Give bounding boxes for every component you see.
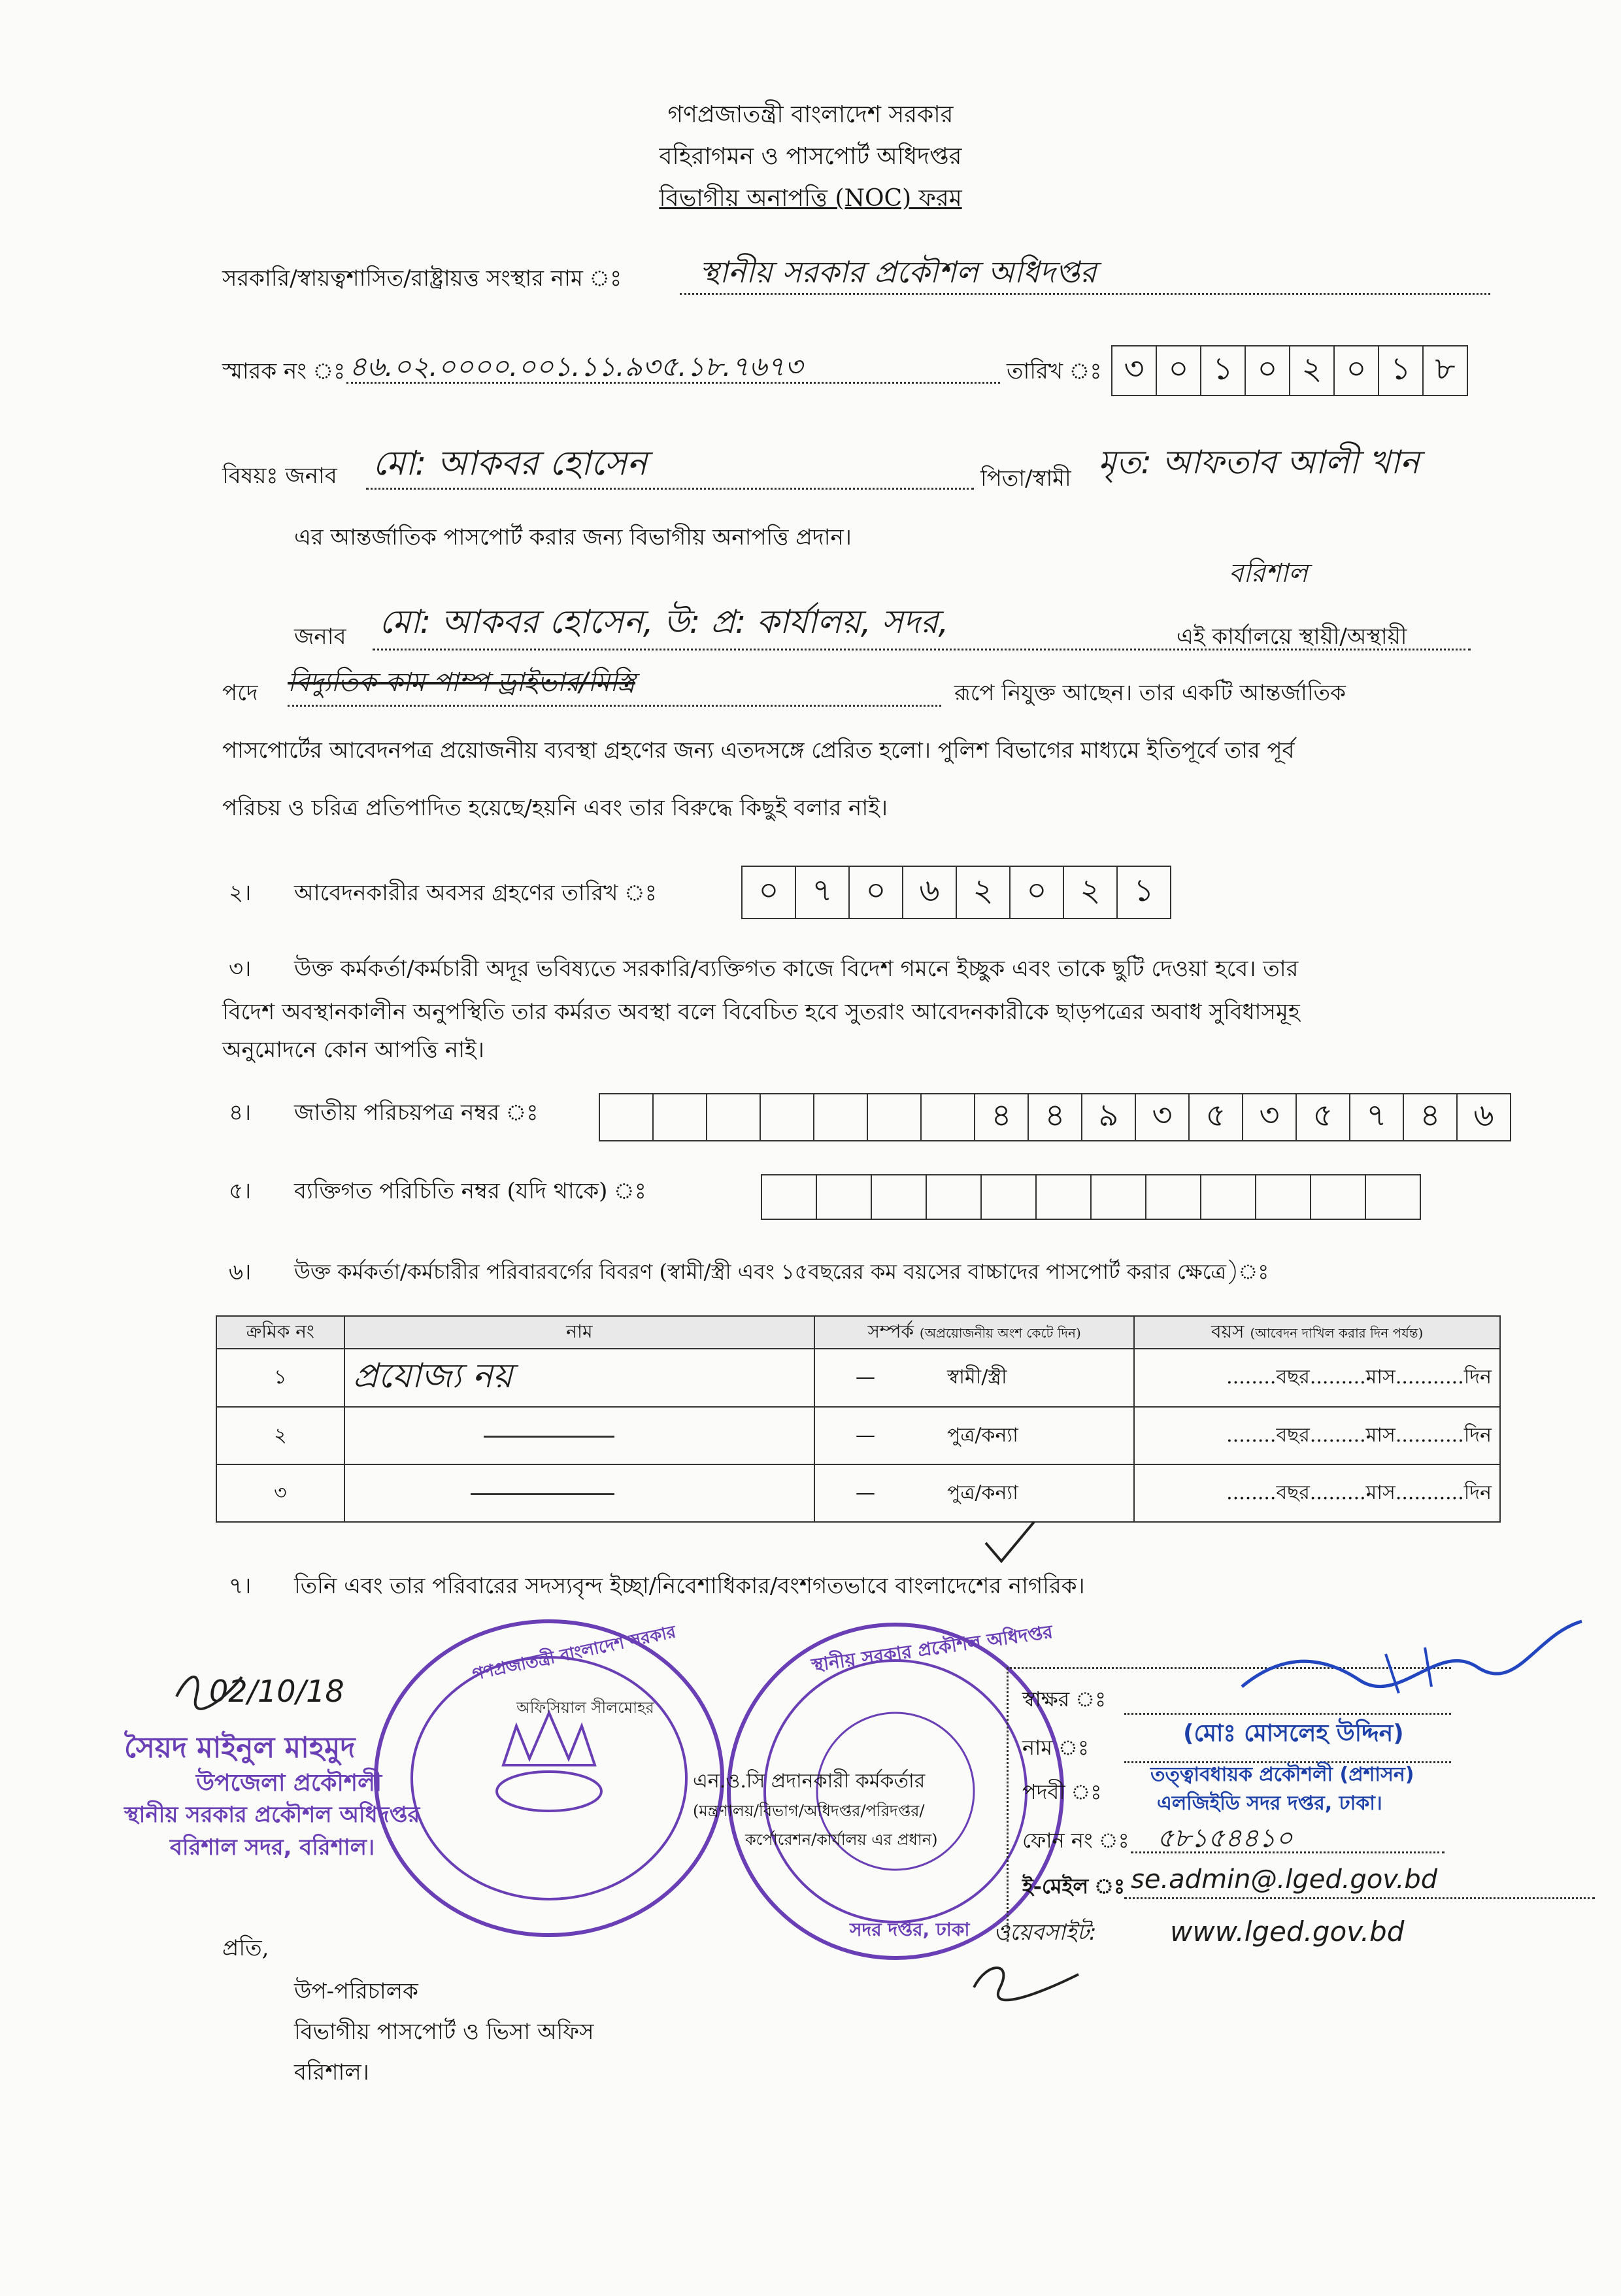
table-row [216, 1407, 1500, 1464]
recipient-to: প্রতি, [222, 1935, 269, 1961]
header-form-title: বিভাগীয় অনাপত্তি (NOC) ফরম [659, 185, 962, 212]
personal-id-digit-box[interactable] [1092, 1175, 1146, 1219]
item7-label: তিনি এবং তার পরিবারের সদস্যবৃন্দ ইচ্ছা/নিবেশাধিকার/বংশগতভাবে বাংলাদেশের নাগরিক। [294, 1573, 1085, 1599]
body-para3: পরিচয় ও চরিত্র প্রতিপাদিত হয়েছে/হয়নি এবং তার বিরুদ্ধে কিছুই বলার নাই। [222, 795, 888, 821]
recipient-line1: উপ-পরিচালক [294, 1978, 418, 2004]
body-office-text: এই কার্যালয়ে স্থায়ী/অস্থায়ী [1177, 624, 1407, 650]
memo-date-label: তারিখ ঃ [1007, 358, 1102, 384]
th-age-text: বয়স [1211, 1320, 1245, 1342]
sign-label: স্বাক্ষর ঃ [1022, 1687, 1107, 1712]
post-label: পদবী ঃ [1022, 1780, 1102, 1804]
nid-digit-box[interactable]: ৫ [1190, 1094, 1243, 1140]
retirement-date-digit-box[interactable]: ২ [1064, 867, 1118, 918]
nid-digit-box[interactable] [761, 1094, 814, 1140]
nid-digit-box[interactable] [814, 1094, 868, 1140]
personal-id-digit-box[interactable] [1366, 1175, 1420, 1219]
body-para2: পাসপোর্টের আবেদনপত্র প্রয়োজনীয় ব্যবস্থা গ্রহণের জন্য এতদসঙ্গে প্রেরিত হলো। পুলিশ বিভাগের মাধ্যমে ইতিপূর্বে তার পূর্ব [222, 737, 1295, 764]
nid-digit-box[interactable]: ৩ [1136, 1094, 1190, 1140]
small-signature-icon [961, 1955, 1092, 2007]
nid-digit-box[interactable] [707, 1094, 761, 1140]
item2-num: ২। [229, 880, 252, 906]
row-serial: ২ [216, 1407, 344, 1464]
memo-value: ৪৬.০২.০০০০.০০১.১১.৯৩৫.১৮.৭৬৭৩ [349, 350, 803, 382]
row-name-strike [484, 1436, 614, 1438]
memo-date-digit-box[interactable]: ৮ [1435, 350, 1456, 387]
row-name-value: প্রযোজ্য নয় [352, 1357, 513, 1396]
memo-date-digit-box[interactable]: ১ [1379, 346, 1424, 395]
signbox-divider [1007, 1667, 1010, 1942]
post-value2: এলজিইডি সদর দপ্তর, ঢাকা। [1157, 1792, 1382, 1815]
nid-digit-box[interactable] [868, 1094, 922, 1140]
memo-date-boxes[interactable] [1111, 345, 1468, 396]
family-table-header [216, 1316, 1500, 1349]
table-row [216, 1349, 1500, 1407]
left-stamp-line1: সৈয়দ মাইনুল মাহমুদ [124, 1731, 356, 1764]
personal-id-digit-box[interactable] [1201, 1175, 1256, 1219]
subject-name-value: মো: আকবর হোসেন [373, 444, 647, 483]
post-value1: তত্ত্বাবধায়ক প্রকৌশলী (প্রশাসন) [1150, 1763, 1414, 1786]
left-sign-date: 02/10/18 [209, 1674, 344, 1709]
personal-id-digit-box[interactable] [1037, 1175, 1092, 1219]
item6-label: উক্ত কর্মকর্তা/কর্মচারীর পরিবারবর্গের বিবরণ (স্বামী/স্ত্রী এবং ১৫বছরের কম বয়সের বাচ্চাদের পাসপোর্ট করার ক্ষেত্রে)ঃ [294, 1259, 1269, 1284]
memo-date-digit-box[interactable]: ০ [1157, 346, 1201, 395]
nid-digit-box[interactable]: ৪ [1404, 1094, 1458, 1140]
body-above-hand: বরিশাল [1229, 558, 1308, 588]
personal-id-digit-box[interactable] [1311, 1175, 1366, 1219]
memo-field[interactable] [346, 348, 1000, 384]
phone-field[interactable] [1131, 1823, 1445, 1853]
item4-num: ৪। [229, 1100, 252, 1126]
nid-digit-box[interactable]: ৭ [1350, 1094, 1404, 1140]
body-post-field[interactable] [288, 668, 941, 707]
nid-digit-box[interactable] [600, 1094, 654, 1140]
row-relation [814, 1349, 1134, 1407]
personal-id-digit-box[interactable] [872, 1175, 927, 1219]
nid-digit-box[interactable]: ৪ [1029, 1094, 1082, 1140]
seal-round-text1: গণপ্রজাতন্ত্রী বাংলাদেশ সরকার [471, 1622, 678, 1685]
email-field[interactable] [1124, 1865, 1595, 1899]
web-label: ওয়েবসাইট: [994, 1919, 1097, 1946]
email-value: se.admin@.lged.gov.bd [1131, 1865, 1438, 1895]
item6-num: ৬। [229, 1259, 252, 1285]
item5-label: ব্যক্তিগত পরিচিতি নম্বর (যদি থাকে) ঃ [294, 1178, 646, 1204]
row-age: ........বছর.........মাস...........দিন [1134, 1349, 1500, 1407]
name-label: নাম ঃ [1022, 1735, 1090, 1760]
body-post-label: পদে [222, 680, 258, 706]
row-dash: — [856, 1481, 875, 1504]
phone-label: ফোন নং ঃ [1022, 1828, 1129, 1853]
check-mark-icon [980, 1517, 1039, 1569]
nid-digit-box[interactable]: ৬ [1473, 1096, 1494, 1134]
memo-date-digit-box[interactable]: ০ [1335, 346, 1379, 395]
nid-digit-box[interactable]: ৩ [1243, 1094, 1297, 1140]
memo-label: স্মারক নং ঃ [222, 358, 346, 384]
th-serial: ক্রমিক নং [216, 1316, 344, 1349]
item7-num: ৭। [229, 1573, 252, 1599]
th-age-note: (আবেদন দাখিল করার দিন পর্যন্ত) [1250, 1325, 1424, 1341]
personal-id-digit-box[interactable] [817, 1175, 872, 1219]
th-relation-note: (অপ্রয়োজনীয় অংশ কেটে দিন) [919, 1325, 1081, 1341]
row-relation-text: স্বামী/স্ত্রী [947, 1366, 1007, 1389]
left-signature-icon [163, 1664, 255, 1716]
item4-label: জাতীয় পরিচয়পত্র নম্বর ঃ [294, 1100, 539, 1126]
nid-digit-box[interactable]: ৯ [1082, 1094, 1136, 1140]
email-label: ই-মেইল ঃ [1022, 1874, 1126, 1899]
org-value: স্থানীয় সরকার প্রকৌশল অধিদপ্তর [699, 254, 1097, 290]
body-janab: জনাব [294, 624, 346, 650]
row-relation [814, 1407, 1134, 1464]
item3-line3: অনুমোদনে কোন আপত্তি নাই। [222, 1037, 484, 1063]
retirement-date-digit-box[interactable]: ১ [1133, 871, 1154, 909]
body-name-value: মো: আকবর হোসেন, উ: প্র: কার্যালয়, সদর, [379, 603, 949, 641]
th-name: নাম [344, 1316, 814, 1349]
family-table [216, 1315, 1501, 1523]
memo-date-digit-box[interactable]: ০ [1246, 346, 1290, 395]
name-value: (মোঃ মোসলেহ উদ্দিন) [1183, 1720, 1404, 1747]
retirement-date-digit-box[interactable]: ০ [850, 867, 903, 918]
personal-id-digit-box[interactable] [1146, 1175, 1201, 1219]
seal-official-text: অফিসিয়াল সীলমোহর [516, 1698, 654, 1717]
row-name[interactable] [344, 1464, 814, 1522]
row-name[interactable] [344, 1349, 814, 1407]
memo-date-digit-box[interactable]: ৩ [1112, 346, 1157, 395]
nid-digit-box[interactable] [922, 1094, 975, 1140]
retirement-date-digit-box[interactable]: ৭ [796, 867, 850, 918]
row-dash: — [856, 1423, 875, 1447]
left-stamp-line3: স্থানীয় সরকার প্রকৌশল অধিদপ্তর [124, 1802, 420, 1828]
row-serial: ১ [216, 1349, 344, 1407]
item5-num: ৫। [229, 1178, 252, 1204]
row-dash: — [856, 1366, 875, 1389]
subject-father-field[interactable] [1098, 438, 1608, 484]
personal-id-digit-box[interactable] [762, 1175, 817, 1219]
issuer-line2: (মন্ত্রণালয়/বিভাগ/অধিদপ্তর/পরিদপ্তর/ [693, 1802, 925, 1820]
retirement-date-boxes[interactable] [741, 866, 1171, 919]
subject-line2: এর আন্তর্জাতিক পাসপোর্ট করার জন্য বিভাগীয় অনাপত্তি প্রদান। [294, 524, 852, 550]
blue-signature-icon [1229, 1615, 1595, 1713]
item3-line2: বিদেশ অবস্থানকালীন অনুপস্থিতি তার কর্মরত অবস্থা বলে বিবেচিত হবে সুতরাং আবেদনকারীকে ছাড়পত্রের অবাধ সুবিধাসমূহ [222, 999, 1300, 1025]
nid-digit-box[interactable]: ৪ [975, 1094, 1029, 1140]
issuer-line1: এন.ও.সি প্রদানকারী কর্মকর্তার [693, 1770, 926, 1793]
memo-date-digit-box[interactable]: ১ [1201, 346, 1246, 395]
seal-round-text2b: সদর দপ্তর, ঢাকা [850, 1919, 970, 1940]
web-value: www.lged.gov.bd [1170, 1916, 1405, 1948]
row-age: ........বছর.........মাস...........দিন [1134, 1464, 1500, 1522]
recipient-line3: বরিশাল। [294, 2059, 369, 2085]
body-post-value: বিদ্যুতিক কাম পাম্প ড্রাইভার/মিস্ত্রি [288, 667, 636, 698]
org-label: সরকারি/স্বায়ত্বশাসিত/রাষ্ট্রায়ত্ত সংস্থার নাম ঃ [222, 265, 622, 292]
th-age [1134, 1316, 1500, 1349]
subject-father-label: পিতা/স্বামী [980, 465, 1071, 492]
subject-label: বিষয়ঃ জনাব [222, 463, 337, 489]
item3-line1: উক্ত কর্মকর্তা/কর্মচারী অদূর ভবিষ্যতে সরকারি/ব্যক্তিগত কাজে বিদেশ গমনে ইচ্ছুক এবং তাকে ছুটি দেওয়া হবে। তার [294, 956, 1299, 982]
seal-round-text2: স্থানীয় সরকার প্রকৌশল অধিদপ্তর [810, 1621, 1054, 1676]
retirement-date-digit-box[interactable]: ০ [743, 867, 796, 918]
left-stamp-line4: বরিশাল সদর, বরিশাল। [170, 1834, 375, 1861]
nid-digit-box[interactable] [654, 1094, 707, 1140]
memo-date-digit-box[interactable]: ২ [1290, 346, 1335, 395]
issuer-line3: কর্পোরেশন/কার্যালয় এর প্রধান) [745, 1831, 938, 1849]
th-relation [814, 1316, 1134, 1349]
nid-digit-box[interactable]: ৫ [1297, 1094, 1350, 1140]
table-row [216, 1464, 1500, 1522]
row-age: ........বছর.........মাস...........দিন [1134, 1407, 1500, 1464]
row-relation [814, 1464, 1134, 1522]
item3-num: ৩। [229, 956, 252, 982]
personal-id-digit-box[interactable] [1256, 1175, 1311, 1219]
header-government: গণপ্রজাতন্ত্রী বাংলাদেশ সরকার [667, 101, 954, 128]
row-relation-text: পুত্র/কন্যা [947, 1481, 1018, 1504]
phone-value: ৫৮১৫৪৪১০ [1157, 1823, 1293, 1853]
recipient-line2: বিভাগীয় পাসপোর্ট ও ভিসা অফিস [294, 2019, 594, 2045]
subject-father-value: মৃত: আফতাব আলী খান [1098, 443, 1420, 481]
body-post-tail: রূপে নিযুক্ত আছেন। তার একটি আন্তর্জাতিক [954, 680, 1346, 706]
retirement-date-digit-box[interactable]: ২ [957, 867, 1011, 918]
row-serial: ৩ [216, 1464, 344, 1522]
retirement-date-digit-box[interactable]: ৬ [903, 867, 957, 918]
left-stamp-line2: উপজেলা প্রকৌশলী [196, 1770, 382, 1797]
nid-boxes[interactable] [599, 1093, 1511, 1141]
th-relation-text: সম্পর্ক [867, 1320, 914, 1342]
row-relation-text: পুত্র/কন্যা [947, 1423, 1018, 1447]
org-field[interactable] [680, 256, 1490, 295]
personal-id-digit-box[interactable] [982, 1175, 1037, 1219]
personal-id-digit-box[interactable] [927, 1175, 982, 1219]
personal-id-boxes[interactable] [761, 1174, 1421, 1220]
row-name[interactable] [344, 1407, 814, 1464]
retirement-date-digit-box[interactable]: ০ [1011, 867, 1064, 918]
row-name-strike [471, 1493, 614, 1495]
subject-name-field[interactable] [366, 444, 974, 490]
item2-label: আবেদনকারীর অবসর গ্রহণের তারিখ ঃ [294, 880, 657, 906]
header-department: বহিরাগমন ও পাসপোর্ট অধিদপ্তর [659, 143, 962, 170]
